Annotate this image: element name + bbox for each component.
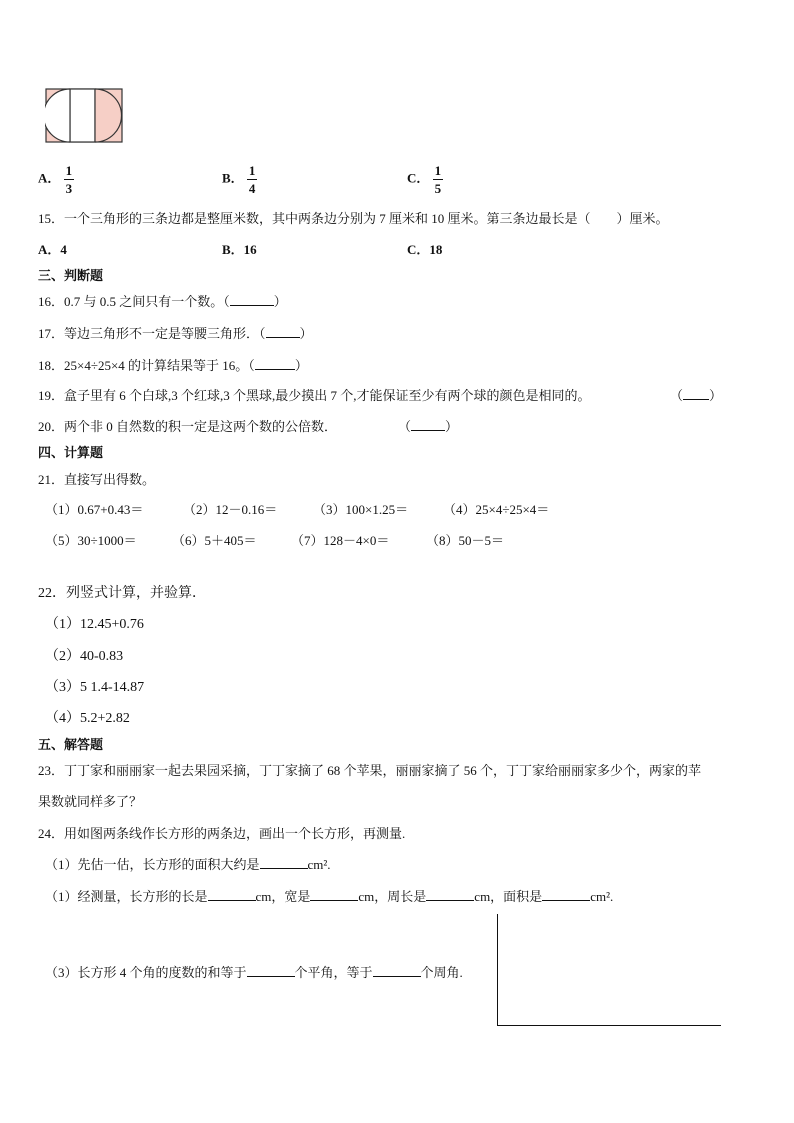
- q21-item-5: （5）30÷1000＝: [45, 533, 137, 548]
- q20-text: 20．两个非 0 自然数的积一定是这两个数的公倍数．: [38, 419, 338, 434]
- q21-item-4: （4）25×4÷25×4＝: [443, 502, 550, 517]
- q21-item-1: （1）0.67+0.43＝: [45, 502, 144, 517]
- q24-title: 24．用如图两条线作长方形的两条边，画出一个长方形，再测量.: [38, 826, 406, 841]
- q19-answer-blank[interactable]: [683, 387, 709, 400]
- q24-length-blank[interactable]: [208, 888, 256, 901]
- q21-title: 21．直接写出得数。: [38, 472, 156, 487]
- q18-answer-blank[interactable]: [255, 357, 295, 370]
- q22-item-1: （1）12.45+0.76: [45, 617, 144, 632]
- q24-part-2: （1）经测量，长方形的长是 cm，宽是 cm，周长是 cm，面积是 cm².: [45, 889, 614, 904]
- q16-answer-blank[interactable]: [230, 293, 274, 306]
- q24-round-angle-blank[interactable]: [373, 964, 421, 977]
- q21-item-2: （2）12－0.16＝: [183, 502, 278, 517]
- q17: 17．等边三角形不一定是等腰三角形．（ ）: [38, 326, 313, 341]
- q23-line-2: 果数就同样多了？: [38, 794, 143, 809]
- q15-text: 15．一个三角形的三条边都是整厘米数，其中两条边分别为 7 厘米和 10 厘米。第三条边最长是（ ）厘米。: [38, 211, 669, 226]
- q22-item-3: （3）5 1.4-14.87: [45, 680, 145, 695]
- q19-answer: （ ）: [670, 388, 723, 403]
- q14-option-b-fraction: $\frac{1}{4}$: [248, 163, 256, 196]
- q22-item-4: （4）5.2+2.82: [45, 711, 130, 726]
- q21-item-6: （6）5＋405＝: [172, 533, 257, 548]
- q21-item-7: （7）128－4×0＝: [291, 533, 390, 548]
- q21-item-8: （8）50－5＝: [426, 533, 505, 548]
- q24-area-estimate-blank[interactable]: [260, 856, 308, 869]
- q15-option-a: A．4: [38, 242, 67, 257]
- q22-item-2: （2）40-0.83: [45, 649, 124, 664]
- q24-part-3: （3）长方形 4 个角的度数的和等于 个平角，等于 个周角.: [45, 965, 463, 980]
- q24-width-blank[interactable]: [310, 888, 358, 901]
- rectangle-side-vertical: [497, 914, 498, 1026]
- q16: 16．0.7 与 0.5 之间只有一个数。（ ）: [38, 294, 287, 309]
- section-solve-heading: 五、解答题: [38, 737, 104, 752]
- q14-option-c-fraction: $\frac{1}{5}$: [434, 163, 442, 196]
- q24-perimeter-blank[interactable]: [426, 888, 474, 901]
- q23-line-1: 23．丁丁家和丽丽家一起去果园采摘，丁丁家摘了 68 个苹果，丽丽家摘了 56 个，丁丁家给丽丽家多少个，两家的苹: [38, 763, 702, 778]
- q14-option-b: B． $\frac{1}{4}$: [222, 163, 256, 196]
- q18: 18．25×4÷25×4 的计算结果等于 16。（ ）: [38, 358, 308, 373]
- q15-option-c: C．18: [407, 242, 443, 257]
- q15-option-b: B．16: [222, 242, 257, 257]
- q22-title: 22．列竖式计算，并验算．: [38, 586, 206, 601]
- q14-option-c: C． $\frac{1}{5}$: [407, 163, 442, 196]
- fraction-figure: [45, 88, 125, 144]
- q20-answer: （ ）: [398, 419, 459, 434]
- section-judgement-heading: 三、判断题: [38, 268, 104, 283]
- q20-answer-blank[interactable]: [411, 418, 445, 431]
- rectangle-side-horizontal: [497, 1025, 721, 1026]
- q19-text: 19．盒子里有 6 个白球,3 个红球,3 个黑球,最少摸出 7 个,才能保证至少有两个球的颜色是相同的。: [38, 388, 591, 403]
- q24-straight-angle-blank[interactable]: [247, 964, 295, 977]
- q24-part-1: （1）先估一估，长方形的面积大约是 cm².: [45, 857, 331, 872]
- q21-item-3: （3）100×1.25＝: [313, 502, 409, 517]
- q14-option-a-fraction: $\frac{1}{3}$: [65, 163, 73, 196]
- q14-option-a: A． $\frac{1}{3}$: [38, 163, 73, 196]
- q17-answer-blank[interactable]: [266, 325, 300, 338]
- q24-area-blank[interactable]: [542, 888, 590, 901]
- section-calc-heading: 四、计算题: [38, 445, 104, 460]
